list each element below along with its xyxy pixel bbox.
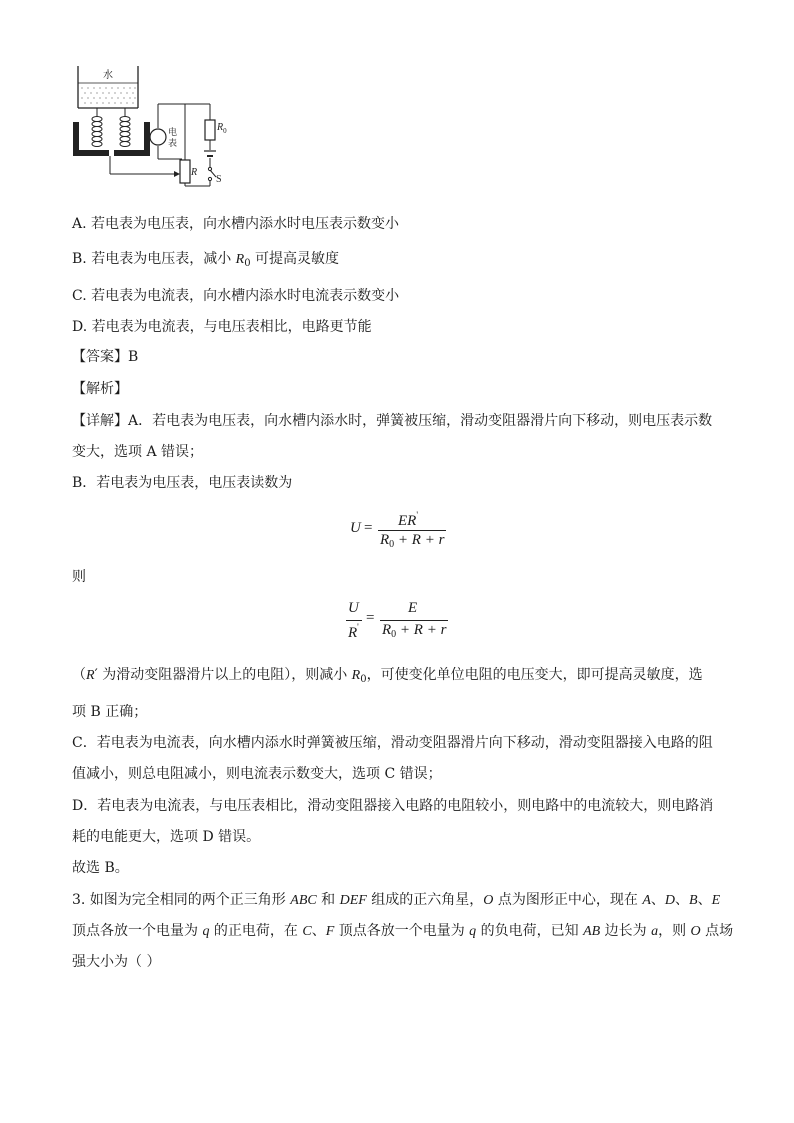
spring-left-icon — [92, 108, 102, 147]
q3-text: 边长为 — [600, 923, 652, 939]
meter-label-1: 电 — [168, 128, 178, 138]
q3-def: DEF — [339, 893, 367, 908]
q3-sep: 、 — [311, 923, 326, 939]
q3-text: 的负电荷，已知 — [476, 923, 584, 939]
formula-2 — [346, 600, 456, 644]
q3-text: ，则 — [658, 923, 691, 939]
q3-ab: AB — [583, 924, 601, 939]
q3-sep: 、 — [650, 892, 665, 908]
switch-label: S — [216, 174, 222, 185]
option-b — [72, 250, 339, 273]
formula-2-lhs-bar — [346, 620, 362, 621]
q3-o: O — [690, 924, 701, 939]
spring-right-icon — [120, 108, 130, 147]
detail-b-line-1: B．若电表为电压表，电压表读数为 — [72, 475, 293, 491]
q3-e: E — [711, 893, 721, 908]
q3-sep: 、 — [697, 892, 712, 908]
q3-f: F — [325, 924, 335, 939]
conclusion: 故选 B。 — [72, 860, 129, 876]
q3-av: a — [651, 924, 659, 939]
formula-2-num: E — [408, 600, 418, 616]
detail-b-line-3: 项 B 正确； — [72, 704, 148, 720]
formula-1 — [350, 510, 450, 554]
q3-sep: 、 — [675, 892, 690, 908]
option-b-sub: 0 — [244, 258, 251, 269]
formula-2-lhs-den: R' — [348, 622, 359, 641]
q3-text: 组成的正六角星， — [366, 892, 484, 908]
q3-q: q — [202, 924, 210, 939]
detail-d-line-2: 耗的电能更大，选项 D 错误。 — [72, 829, 261, 845]
option-c: C. 若电表为电流表，向水槽内添水时电流表示数变小 — [72, 288, 400, 304]
formula-1-num: ER' — [398, 510, 418, 529]
battery-icon — [204, 151, 216, 156]
meter-icon — [150, 129, 166, 145]
slider-arrow-icon — [174, 171, 180, 177]
detail-b-2-pre: （ — [72, 667, 86, 683]
detail-b-2-prime: ′ — [94, 667, 98, 683]
detail-a-line-2: 变大，选项 A 错误； — [72, 444, 204, 460]
option-a: A. 若电表为电压表，向水槽内添水时电压表示数变小 — [72, 216, 400, 232]
circuit-figure — [70, 64, 230, 189]
formula-2-den: $R_0 + R + r$ — [382, 622, 447, 640]
formula-2-eq: = — [366, 610, 375, 626]
meter-label-2: 表 — [168, 139, 178, 149]
detail-b-2-var2: R — [351, 668, 361, 683]
q3-o: O — [483, 893, 494, 908]
q3-line-2 — [72, 922, 733, 941]
q3-a: A — [642, 893, 651, 908]
formula-1-den: $R_0 + R + r$ — [380, 532, 445, 550]
q3-d: D — [664, 893, 676, 908]
q3-text: 3. 如图为完全相同的两个正三角形 — [72, 892, 291, 908]
option-b-var: R — [235, 252, 245, 267]
q3-text: 的正电荷，在 — [209, 923, 303, 939]
detail-c-line-1: C．若电表为电流表，向水槽内添水时弹簧被压缩，滑动变阻器滑片向下移动，滑动变阻器接入电路的阻 — [72, 735, 713, 751]
r0-label: $R_0$ — [217, 122, 227, 135]
detail-b-2-mid: 为滑动变阻器滑片以上的电阻），则减小 — [97, 667, 352, 683]
water-fill — [79, 84, 137, 107]
option-b-post: 可提高灵敏度 — [250, 251, 340, 267]
detail-c-line-2: 值减小，则总电阻减小，则电流表示数变大，选项 C 错误； — [72, 766, 442, 782]
option-b-pre: B. 若电表为电压表，减小 — [72, 251, 236, 267]
q3-line-1 — [72, 891, 720, 910]
formula-2-lhs-num: U — [348, 600, 359, 616]
water-label: 水 — [103, 70, 113, 81]
detail-a-line-1: 【详解】A．若电表为电压表，向水槽内添水时，弹簧被压缩，滑动变阻器滑片向下移动，则电压表示数 — [72, 413, 713, 429]
q3-line-3: 强大小为（ ） — [72, 954, 161, 970]
detail-b-line-2 — [72, 666, 703, 689]
then-text: 则 — [72, 569, 86, 585]
q3-q: q — [469, 924, 477, 939]
rheostat-icon — [180, 160, 190, 183]
answer: 【答案】B — [72, 349, 139, 365]
formula-2-bar — [380, 620, 448, 621]
q3-text: 点为图形正中心，现在 — [493, 892, 643, 908]
switch-icon — [208, 167, 216, 180]
detail-b-2-sub: 0 — [360, 674, 367, 685]
q3-abc: ABC — [290, 893, 317, 908]
q3-b: B — [689, 893, 698, 908]
detail-b-2-var: R — [86, 668, 95, 683]
formula-1-lhs: U — [350, 520, 361, 536]
formula-1-eq: = — [364, 520, 373, 536]
resistor-r0-icon — [205, 120, 215, 140]
q3-text: 顶点各放一个电量为 — [72, 923, 203, 939]
formula-1-bar — [378, 530, 446, 531]
spring-bases — [73, 122, 150, 156]
detail-d-line-1: D．若电表为电流表，与电压表相比，滑动变阻器接入电路的电阻较小，则电路中的电流较大，则电路消 — [72, 798, 714, 814]
q3-text: 点场 — [700, 923, 734, 939]
option-d: D. 若电表为电流表，与电压表相比，电路更节能 — [72, 319, 372, 335]
q3-c: C — [302, 924, 312, 939]
analysis-heading: 【解析】 — [72, 381, 128, 397]
q3-text: 和 — [316, 892, 340, 908]
q3-text: 顶点各放一个电量为 — [334, 923, 470, 939]
detail-b-2-post: ，可使变化单位电阻的电压变大，即可提高灵敏度，选 — [366, 667, 703, 683]
r-label: R — [191, 167, 198, 178]
